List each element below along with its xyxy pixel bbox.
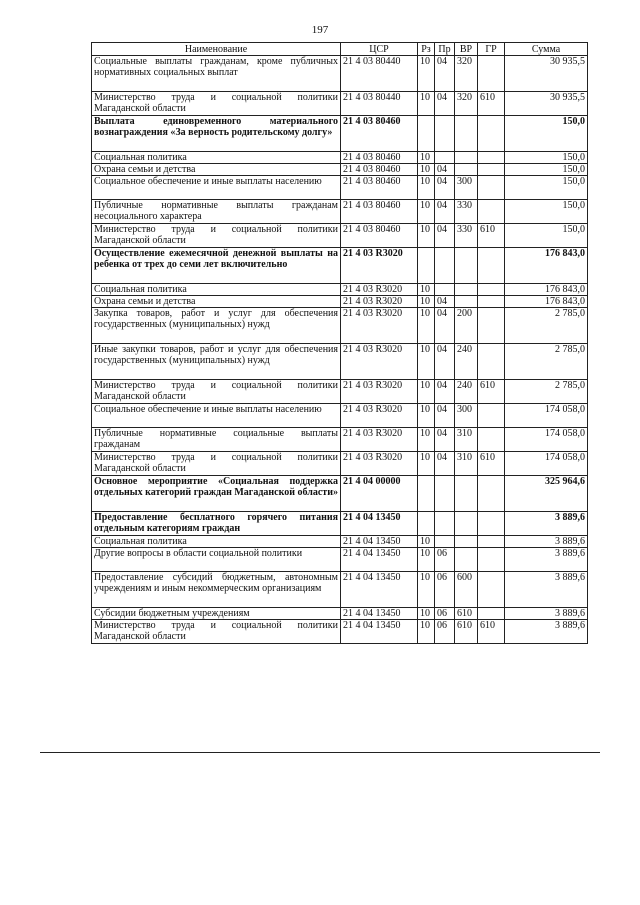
cell-vr: 600 [455, 572, 478, 608]
cell-name: Министерство труда и социальной политики Магаданской области [92, 380, 341, 404]
cell-sum: 2 785,0 [505, 308, 588, 344]
cell-csr: 21 4 04 13450 [341, 608, 418, 620]
cell-name: Социальная политика [92, 284, 341, 296]
cell-sum: 3 889,6 [505, 620, 588, 644]
cell-sum: 150,0 [505, 200, 588, 224]
cell-sum: 30 935,5 [505, 92, 588, 116]
cell-sum: 3 889,6 [505, 608, 588, 620]
cell-rz: 10 [418, 380, 435, 404]
table-row [92, 200, 588, 224]
cell-csr: 21 4 04 13450 [341, 620, 418, 644]
header-pr: Пр [435, 43, 455, 56]
cell-gr [478, 608, 505, 620]
cell-pr: 04 [435, 164, 455, 176]
cell-vr [455, 512, 478, 536]
cell-vr [455, 152, 478, 164]
cell-sum: 2 785,0 [505, 380, 588, 404]
cell-vr: 310 [455, 452, 478, 476]
cell-vr [455, 296, 478, 308]
cell-csr: 21 4 03 R3020 [341, 248, 418, 284]
cell-pr [435, 476, 455, 512]
table-row [92, 296, 588, 308]
cell-gr [478, 200, 505, 224]
cell-csr: 21 4 03 R3020 [341, 404, 418, 428]
table-row [92, 92, 588, 116]
cell-pr: 04 [435, 92, 455, 116]
cell-pr: 06 [435, 608, 455, 620]
cell-csr: 21 4 03 80440 [341, 92, 418, 116]
cell-sum: 3 889,6 [505, 548, 588, 572]
cell-name: Социальная политика [92, 536, 341, 548]
cell-gr [478, 248, 505, 284]
header-rz: Рз [418, 43, 435, 56]
cell-pr: 04 [435, 224, 455, 248]
cell-rz: 10 [418, 452, 435, 476]
cell-name: Основное мероприятие «Социальная поддержка отдельных категорий граждан Магаданской области» [92, 476, 341, 512]
cell-gr [478, 308, 505, 344]
table-row [92, 512, 588, 536]
cell-vr [455, 248, 478, 284]
header-gr: ГР [478, 43, 505, 56]
header-row [92, 43, 588, 56]
cell-name: Социальное обеспечение и иные выплаты населению [92, 176, 341, 200]
cell-csr: 21 4 04 13450 [341, 512, 418, 536]
cell-pr: 04 [435, 452, 455, 476]
cell-csr: 21 4 04 13450 [341, 536, 418, 548]
cell-gr: 610 [478, 452, 505, 476]
cell-name: Министерство труда и социальной политики Магаданской области [92, 92, 341, 116]
cell-name: Выплата единовременного материального вознаграждения «За верность родительскому долгу» [92, 116, 341, 152]
cell-rz: 10 [418, 572, 435, 608]
cell-sum: 30 935,5 [505, 56, 588, 92]
cell-pr [435, 284, 455, 296]
cell-csr: 21 4 03 80440 [341, 56, 418, 92]
page-number: 197 [311, 24, 329, 36]
cell-rz: 10 [418, 92, 435, 116]
cell-gr [478, 56, 505, 92]
cell-name: Министерство труда и социальной политики Магаданской области [92, 620, 341, 644]
table-row [92, 344, 588, 380]
cell-pr [435, 116, 455, 152]
cell-gr: 610 [478, 224, 505, 248]
cell-pr: 04 [435, 176, 455, 200]
cell-name: Иные закупки товаров, работ и услуг для обеспечения государственных (муниципальных) нужд [92, 344, 341, 380]
cell-gr [478, 512, 505, 536]
table-row [92, 428, 588, 452]
bottom-divider [40, 752, 600, 753]
cell-sum: 2 785,0 [505, 344, 588, 380]
table-row [92, 152, 588, 164]
cell-pr: 04 [435, 56, 455, 92]
cell-sum: 150,0 [505, 176, 588, 200]
table-row [92, 224, 588, 248]
cell-sum: 150,0 [505, 152, 588, 164]
cell-pr [435, 152, 455, 164]
cell-vr: 240 [455, 344, 478, 380]
cell-rz: 10 [418, 164, 435, 176]
cell-pr: 04 [435, 344, 455, 380]
budget-table [91, 42, 588, 644]
cell-vr [455, 284, 478, 296]
table-row [92, 56, 588, 92]
cell-name: Охрана семьи и детства [92, 296, 341, 308]
cell-sum: 176 843,0 [505, 284, 588, 296]
table-row [92, 164, 588, 176]
cell-rz: 10 [418, 56, 435, 92]
cell-csr: 21 4 03 80460 [341, 176, 418, 200]
table-row [92, 248, 588, 284]
table-row [92, 536, 588, 548]
cell-vr: 200 [455, 308, 478, 344]
table-row [92, 308, 588, 344]
cell-name: Субсидии бюджетным учреждениям [92, 608, 341, 620]
cell-gr [478, 116, 505, 152]
cell-pr: 06 [435, 620, 455, 644]
cell-rz [418, 476, 435, 512]
cell-gr [478, 176, 505, 200]
cell-gr: 610 [478, 380, 505, 404]
cell-gr [478, 344, 505, 380]
cell-rz: 10 [418, 620, 435, 644]
cell-gr [478, 572, 505, 608]
cell-sum: 3 889,6 [505, 572, 588, 608]
cell-vr: 300 [455, 404, 478, 428]
cell-vr [455, 476, 478, 512]
cell-vr: 310 [455, 428, 478, 452]
cell-gr [478, 428, 505, 452]
cell-rz: 10 [418, 428, 435, 452]
cell-csr: 21 4 03 R3020 [341, 428, 418, 452]
cell-csr: 21 4 04 13450 [341, 548, 418, 572]
cell-gr [478, 536, 505, 548]
cell-rz [418, 116, 435, 152]
cell-name: Предоставление бесплатного горячего питания отдельным категориям граждан [92, 512, 341, 536]
cell-sum: 174 058,0 [505, 452, 588, 476]
cell-rz: 10 [418, 224, 435, 248]
cell-csr: 21 4 04 13450 [341, 572, 418, 608]
cell-name: Социальные выплаты гражданам, кроме публичных нормативных социальных выплат [92, 56, 341, 92]
cell-gr [478, 548, 505, 572]
cell-pr: 04 [435, 308, 455, 344]
cell-csr: 21 4 03 R3020 [341, 308, 418, 344]
cell-pr: 06 [435, 572, 455, 608]
cell-vr: 320 [455, 56, 478, 92]
cell-vr: 330 [455, 224, 478, 248]
table-row [92, 620, 588, 644]
cell-pr: 04 [435, 404, 455, 428]
cell-name: Осуществление ежемесячной денежной выплаты на ребенка от трех до семи лет включительно [92, 248, 341, 284]
cell-gr: 610 [478, 620, 505, 644]
cell-csr: 21 4 04 00000 [341, 476, 418, 512]
cell-rz: 10 [418, 548, 435, 572]
table-row [92, 548, 588, 572]
table-body [92, 56, 588, 644]
cell-rz: 10 [418, 200, 435, 224]
cell-gr [478, 476, 505, 512]
cell-gr [478, 296, 505, 308]
cell-gr [478, 164, 505, 176]
cell-csr: 21 4 03 80460 [341, 224, 418, 248]
cell-name: Предоставление субсидий бюджетным, автономным учреждениям и иным некоммерческим организациям [92, 572, 341, 608]
cell-name: Другие вопросы в области социальной политики [92, 548, 341, 572]
cell-name: Публичные нормативные социальные выплаты гражданам [92, 428, 341, 452]
cell-sum: 176 843,0 [505, 248, 588, 284]
cell-vr [455, 164, 478, 176]
table-row [92, 116, 588, 152]
cell-csr: 21 4 03 80460 [341, 152, 418, 164]
cell-pr: 04 [435, 428, 455, 452]
cell-rz [418, 248, 435, 284]
header-name: Наименование [92, 43, 341, 56]
cell-sum: 174 058,0 [505, 428, 588, 452]
header-sum: Сумма [505, 43, 588, 56]
cell-pr: 06 [435, 548, 455, 572]
cell-vr: 300 [455, 176, 478, 200]
cell-pr [435, 248, 455, 284]
cell-csr: 21 4 03 R3020 [341, 284, 418, 296]
cell-csr: 21 4 03 R3020 [341, 452, 418, 476]
table-row [92, 380, 588, 404]
cell-csr: 21 4 03 R3020 [341, 296, 418, 308]
cell-gr [478, 404, 505, 428]
cell-name: Публичные нормативные выплаты гражданам несоциального характера [92, 200, 341, 224]
cell-name: Министерство труда и социальной политики Магаданской области [92, 224, 341, 248]
cell-rz: 10 [418, 176, 435, 200]
cell-csr: 21 4 03 R3020 [341, 344, 418, 380]
cell-gr: 610 [478, 92, 505, 116]
cell-name: Охрана семьи и детства [92, 164, 341, 176]
cell-vr: 610 [455, 608, 478, 620]
header-vr: ВР [455, 43, 478, 56]
cell-gr [478, 284, 505, 296]
cell-vr [455, 536, 478, 548]
cell-pr: 04 [435, 380, 455, 404]
cell-csr: 21 4 03 80460 [341, 116, 418, 152]
cell-sum: 150,0 [505, 116, 588, 152]
cell-rz: 10 [418, 308, 435, 344]
cell-csr: 21 4 03 R3020 [341, 380, 418, 404]
table-row [92, 284, 588, 296]
cell-vr [455, 548, 478, 572]
cell-vr: 320 [455, 92, 478, 116]
cell-pr [435, 536, 455, 548]
cell-name: Министерство труда и социальной политики Магаданской области [92, 452, 341, 476]
table-row [92, 608, 588, 620]
table-row [92, 404, 588, 428]
cell-rz: 10 [418, 536, 435, 548]
cell-sum: 150,0 [505, 224, 588, 248]
cell-vr: 610 [455, 620, 478, 644]
cell-sum: 176 843,0 [505, 296, 588, 308]
cell-pr: 04 [435, 200, 455, 224]
cell-vr [455, 116, 478, 152]
table-row [92, 572, 588, 608]
cell-pr [435, 512, 455, 536]
cell-rz: 10 [418, 404, 435, 428]
cell-name: Закупка товаров, работ и услуг для обеспечения государственных (муниципальных) нужд [92, 308, 341, 344]
cell-csr: 21 4 03 80460 [341, 200, 418, 224]
cell-gr [478, 152, 505, 164]
table-row [92, 476, 588, 512]
cell-sum: 174 058,0 [505, 404, 588, 428]
cell-rz [418, 512, 435, 536]
cell-sum: 3 889,6 [505, 536, 588, 548]
cell-rz: 10 [418, 296, 435, 308]
cell-name: Социальное обеспечение и иные выплаты населению [92, 404, 341, 428]
cell-vr: 240 [455, 380, 478, 404]
cell-sum: 3 889,6 [505, 512, 588, 536]
table-row [92, 176, 588, 200]
cell-name: Социальная политика [92, 152, 341, 164]
cell-sum: 150,0 [505, 164, 588, 176]
cell-rz: 10 [418, 608, 435, 620]
cell-sum: 325 964,6 [505, 476, 588, 512]
cell-rz: 10 [418, 344, 435, 380]
cell-rz: 10 [418, 284, 435, 296]
table-row [92, 452, 588, 476]
cell-rz: 10 [418, 152, 435, 164]
header-csr: ЦСР [341, 43, 418, 56]
cell-csr: 21 4 03 80460 [341, 164, 418, 176]
cell-vr: 330 [455, 200, 478, 224]
cell-pr: 04 [435, 296, 455, 308]
